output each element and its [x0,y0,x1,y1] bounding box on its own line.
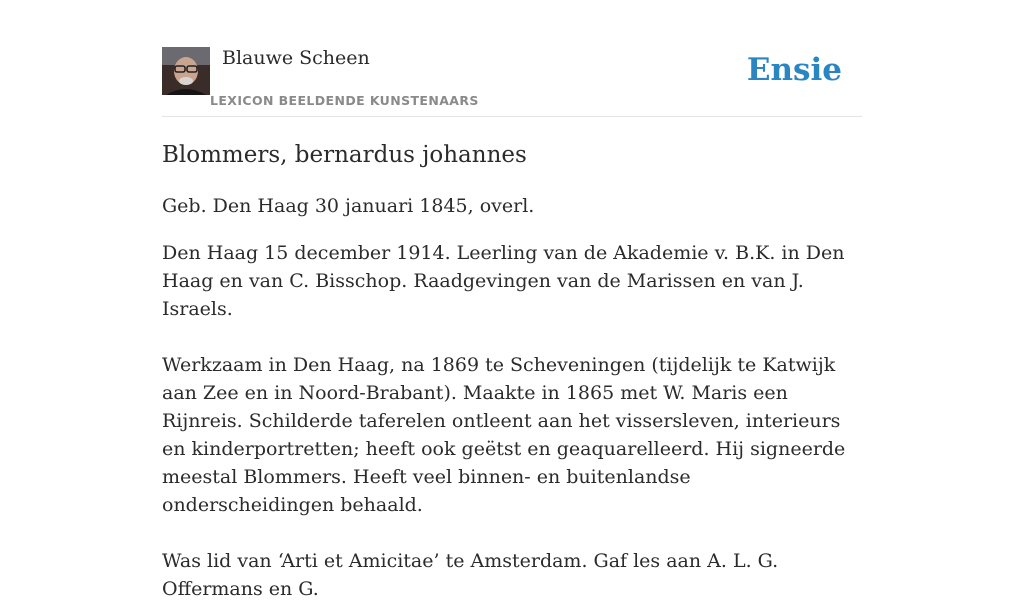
avatar-photo-icon [162,47,210,95]
article-paragraph: Was lid van ‘Arti et Amicitae’ te Amsterdam. Gaf les aan A. L. G. Offermans en G. [162,550,779,600]
category-label[interactable]: LEXICON BEELDENDE KUNSTENAARS [210,93,479,108]
article-title: Blommers, bernardus johannes [162,142,527,168]
header [162,46,862,117]
author-name[interactable]: Blauwe Scheen [222,47,370,69]
brand-logo[interactable]: Ensie [746,52,842,88]
article-paragraph: Werkzaam in Den Haag, na 1869 te Scheveningen (tijdelijk te Katwijk aan Zee en in Noord-Brabant). Maakte in 1865 met W. Maris een Rijnreis. Schilderde taferelen ontleent aan het vissersleven, interieurs en kinderportretten; heeft ook geëtst en geaquarelleerd. Hij signeerde meestal Blommers. Heeft veel binnen- en buitenlandse onderscheidingen behaald. [162,354,846,516]
article-paragraph: Geb. Den Haag 30 januari 1845, overl. [162,195,535,217]
author-avatar[interactable] [162,47,210,95]
article-paragraph: Den Haag 15 december 1914. Leerling van de Akademie v. B.K. in Den Haag en van C. Bisschop. Raadgevingen van de Marissen en van J. Israels. [162,242,845,320]
article [162,140,862,603]
